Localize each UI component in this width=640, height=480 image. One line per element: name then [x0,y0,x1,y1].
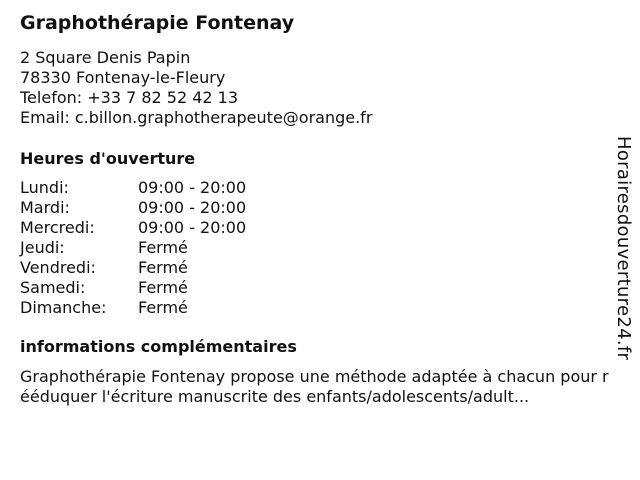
day-label: Mercredi: [20,218,95,237]
site-brand-label: Horairesdouverture24.fr [613,136,634,361]
hours-row-monday [20,178,246,198]
address-line-1: 2 Square Denis Papin [20,48,191,67]
hours-row-thursday [20,238,246,258]
hours-row-tuesday [20,198,246,218]
day-hours: Fermé [138,258,188,277]
hours-row-friday [20,258,246,278]
opening-hours-table [20,178,246,318]
day-hours: 09:00 - 20:00 [138,218,247,237]
day-hours: Fermé [138,298,188,317]
phone-line: Telefon: +33 7 82 52 42 13 [20,88,239,107]
day-label: Lundi: [20,178,69,197]
business-card [20,10,616,407]
day-hours: Fermé [138,278,188,297]
day-hours: 09:00 - 20:00 [138,178,247,197]
day-label: Jeudi: [20,238,65,257]
day-label: Dimanche: [20,298,107,317]
day-hours: Fermé [138,238,188,257]
day-hours: 09:00 - 20:00 [138,198,247,217]
hours-row-sunday [20,298,246,318]
day-label: Mardi: [20,198,70,217]
business-name: Graphothérapie Fontenay [20,12,295,34]
address-line-2: 78330 Fontenay-le-Fleury [20,68,226,87]
opening-hours-heading: Heures d'ouverture [20,149,196,168]
day-label: Vendredi: [20,258,96,277]
hours-row-wednesday [20,218,246,238]
additional-info-heading: informations complémentaires [20,337,297,356]
day-label: Samedi: [20,278,86,297]
hours-row-saturday [20,278,246,298]
email-line: Email: c.billon.graphotherapeute@orange.fr [20,108,373,127]
business-description: Graphothérapie Fontenay propose une méthode adaptée à chacun pour rééduquer l'écriture manuscrite des enfants/adolescents/adult... [20,367,609,406]
